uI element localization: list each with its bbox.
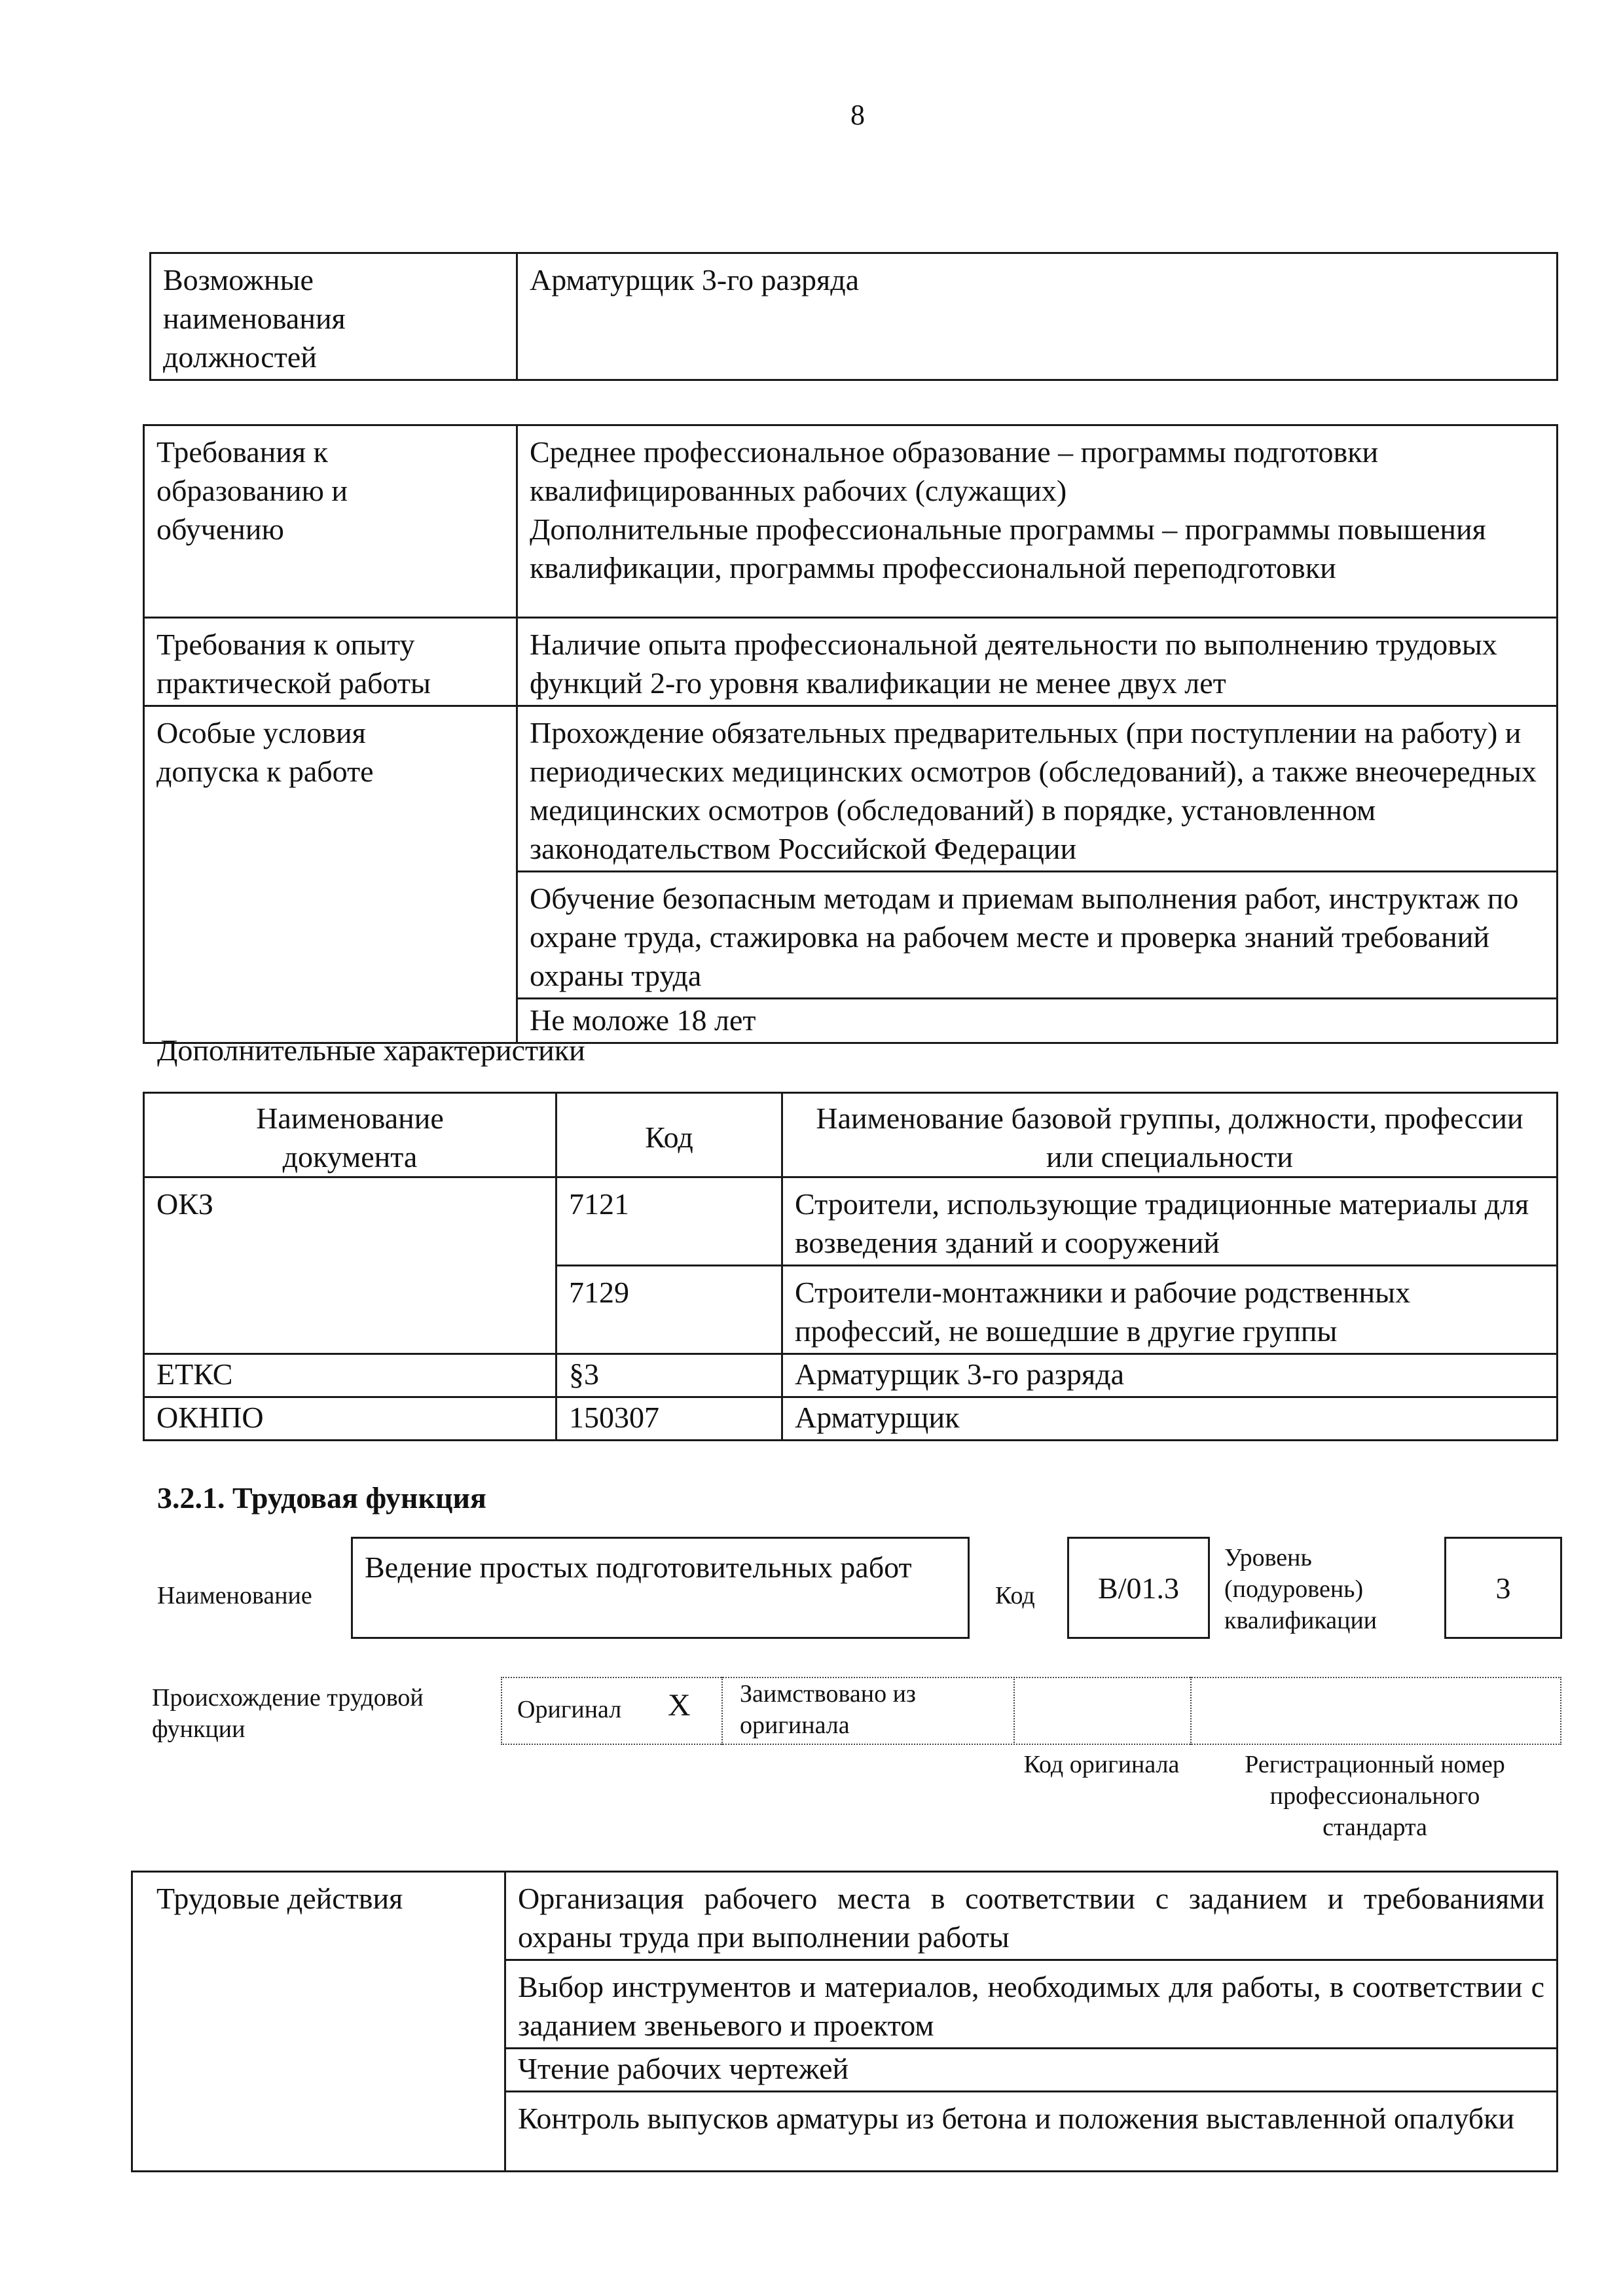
- name-value: Ведение простых подготовительных работ: [365, 1551, 912, 1584]
- special-condition-item: Не моложе 18 лет: [517, 999, 1558, 1043]
- positions-label: Возможные наименования должностей: [151, 253, 517, 380]
- original-mark: X: [668, 1688, 691, 1723]
- experience-value: Наличие опыта профессиональной деятельности по выполнению трудовых функций 2-го уровня квалификации не менее двух лет: [517, 618, 1558, 706]
- header-code: Код: [556, 1093, 782, 1177]
- doc-group-name: Строители, использующие традиционные материалы для возведения зданий и сооружений: [782, 1177, 1558, 1266]
- education-item: Среднее профессиональное образование – программы подготовки квалифицированных рабочих (служащих): [530, 435, 1379, 507]
- doc-code: 150307: [556, 1397, 782, 1441]
- doc-code: 7129: [556, 1266, 782, 1354]
- original-label: Оригинал: [517, 1696, 622, 1723]
- name-value-box: [351, 1537, 970, 1639]
- level-label: Уровень (подуровень) квалификации: [1224, 1544, 1377, 1634]
- borrowed-label: Заимствовано из оригинала: [740, 1680, 916, 1739]
- special-conditions-label: Особые условия допуска к работе: [144, 706, 517, 1043]
- doc-code: 7121: [556, 1177, 782, 1266]
- positions-value: Арматурщик 3-го разряда: [517, 253, 1558, 380]
- education-item: Дополнительные профессиональные программы – программы повышения квалификации, программы профессиональной переподготовки: [530, 512, 1486, 584]
- origin-divider: [1190, 1677, 1192, 1745]
- origin-divider: [1013, 1677, 1015, 1745]
- reg-number-label: Регистрационный номер профессионального стандарта: [1245, 1751, 1505, 1841]
- doc-name: ЕТКС: [144, 1354, 556, 1397]
- name-label: Наименование: [157, 1582, 312, 1609]
- code-original-label: Код оригинала: [1023, 1751, 1180, 1778]
- labor-action-item: Контроль выпусков арматуры из бетона и положения выставленной опалубки: [505, 2092, 1558, 2172]
- positions-table: [149, 252, 1558, 381]
- requirements-table: [143, 424, 1558, 1044]
- level-value: 3: [1495, 1571, 1511, 1605]
- labor-actions-table: [131, 1871, 1558, 2172]
- doc-name: ОКНПО: [144, 1397, 556, 1441]
- page-number: 8: [850, 99, 865, 131]
- header-document: Наименование документа: [144, 1093, 556, 1177]
- additional-heading: Дополнительные характеристики: [157, 1033, 585, 1067]
- doc-group-name: Арматурщик 3-го разряда: [782, 1354, 1558, 1397]
- additional-table: [143, 1092, 1558, 1441]
- section-heading: 3.2.1. Трудовая функция: [157, 1481, 486, 1515]
- doc-group-name: Строители-монтажники и рабочие родственных профессий, не вошедшие в другие группы: [782, 1266, 1558, 1354]
- header-group: Наименование базовой группы, должности, профессии или специальности: [782, 1093, 1558, 1177]
- doc-group-name: Арматурщик: [782, 1397, 1558, 1441]
- labor-action-item: Организация рабочего места в соответствии с заданием и требованиями охраны труда при выполнении работы: [505, 1872, 1558, 1960]
- code-value-box: [1067, 1537, 1210, 1639]
- education-label: Требования к образованию и обучению: [144, 425, 517, 618]
- special-condition-item: Прохождение обязательных предварительных (при поступлении на работу) и периодических медицинских осмотров (обследований), а также внеочередных медицинских осмотров (обследований) в порядке, установленном законодательством Российской Федерации: [517, 706, 1558, 872]
- level-value-box: [1444, 1537, 1562, 1639]
- origin-label: Происхождение трудовой функции: [152, 1684, 424, 1743]
- special-condition-item: Обучение безопасным методам и приемам выполнения работ, инструктаж по охране труда, стажировка на рабочем месте и проверка знаний требований охраны труда: [517, 872, 1558, 999]
- labor-actions-label: Трудовые действия: [132, 1872, 505, 2172]
- origin-box: [501, 1677, 1561, 1745]
- labor-action-item: Чтение рабочих чертежей: [505, 2049, 1558, 2092]
- education-value: [517, 425, 1558, 618]
- experience-label: Требования к опыту практической работы: [144, 618, 517, 706]
- doc-code: §3: [556, 1354, 782, 1397]
- doc-name: ОКЗ: [144, 1177, 556, 1354]
- origin-divider: [721, 1677, 723, 1745]
- code-value: В/01.3: [1098, 1571, 1179, 1605]
- code-label: Код: [995, 1582, 1035, 1609]
- labor-action-item: Выбор инструментов и материалов, необходимых для работы, в соответствии с заданием звеньевого и проектом: [505, 1960, 1558, 2049]
